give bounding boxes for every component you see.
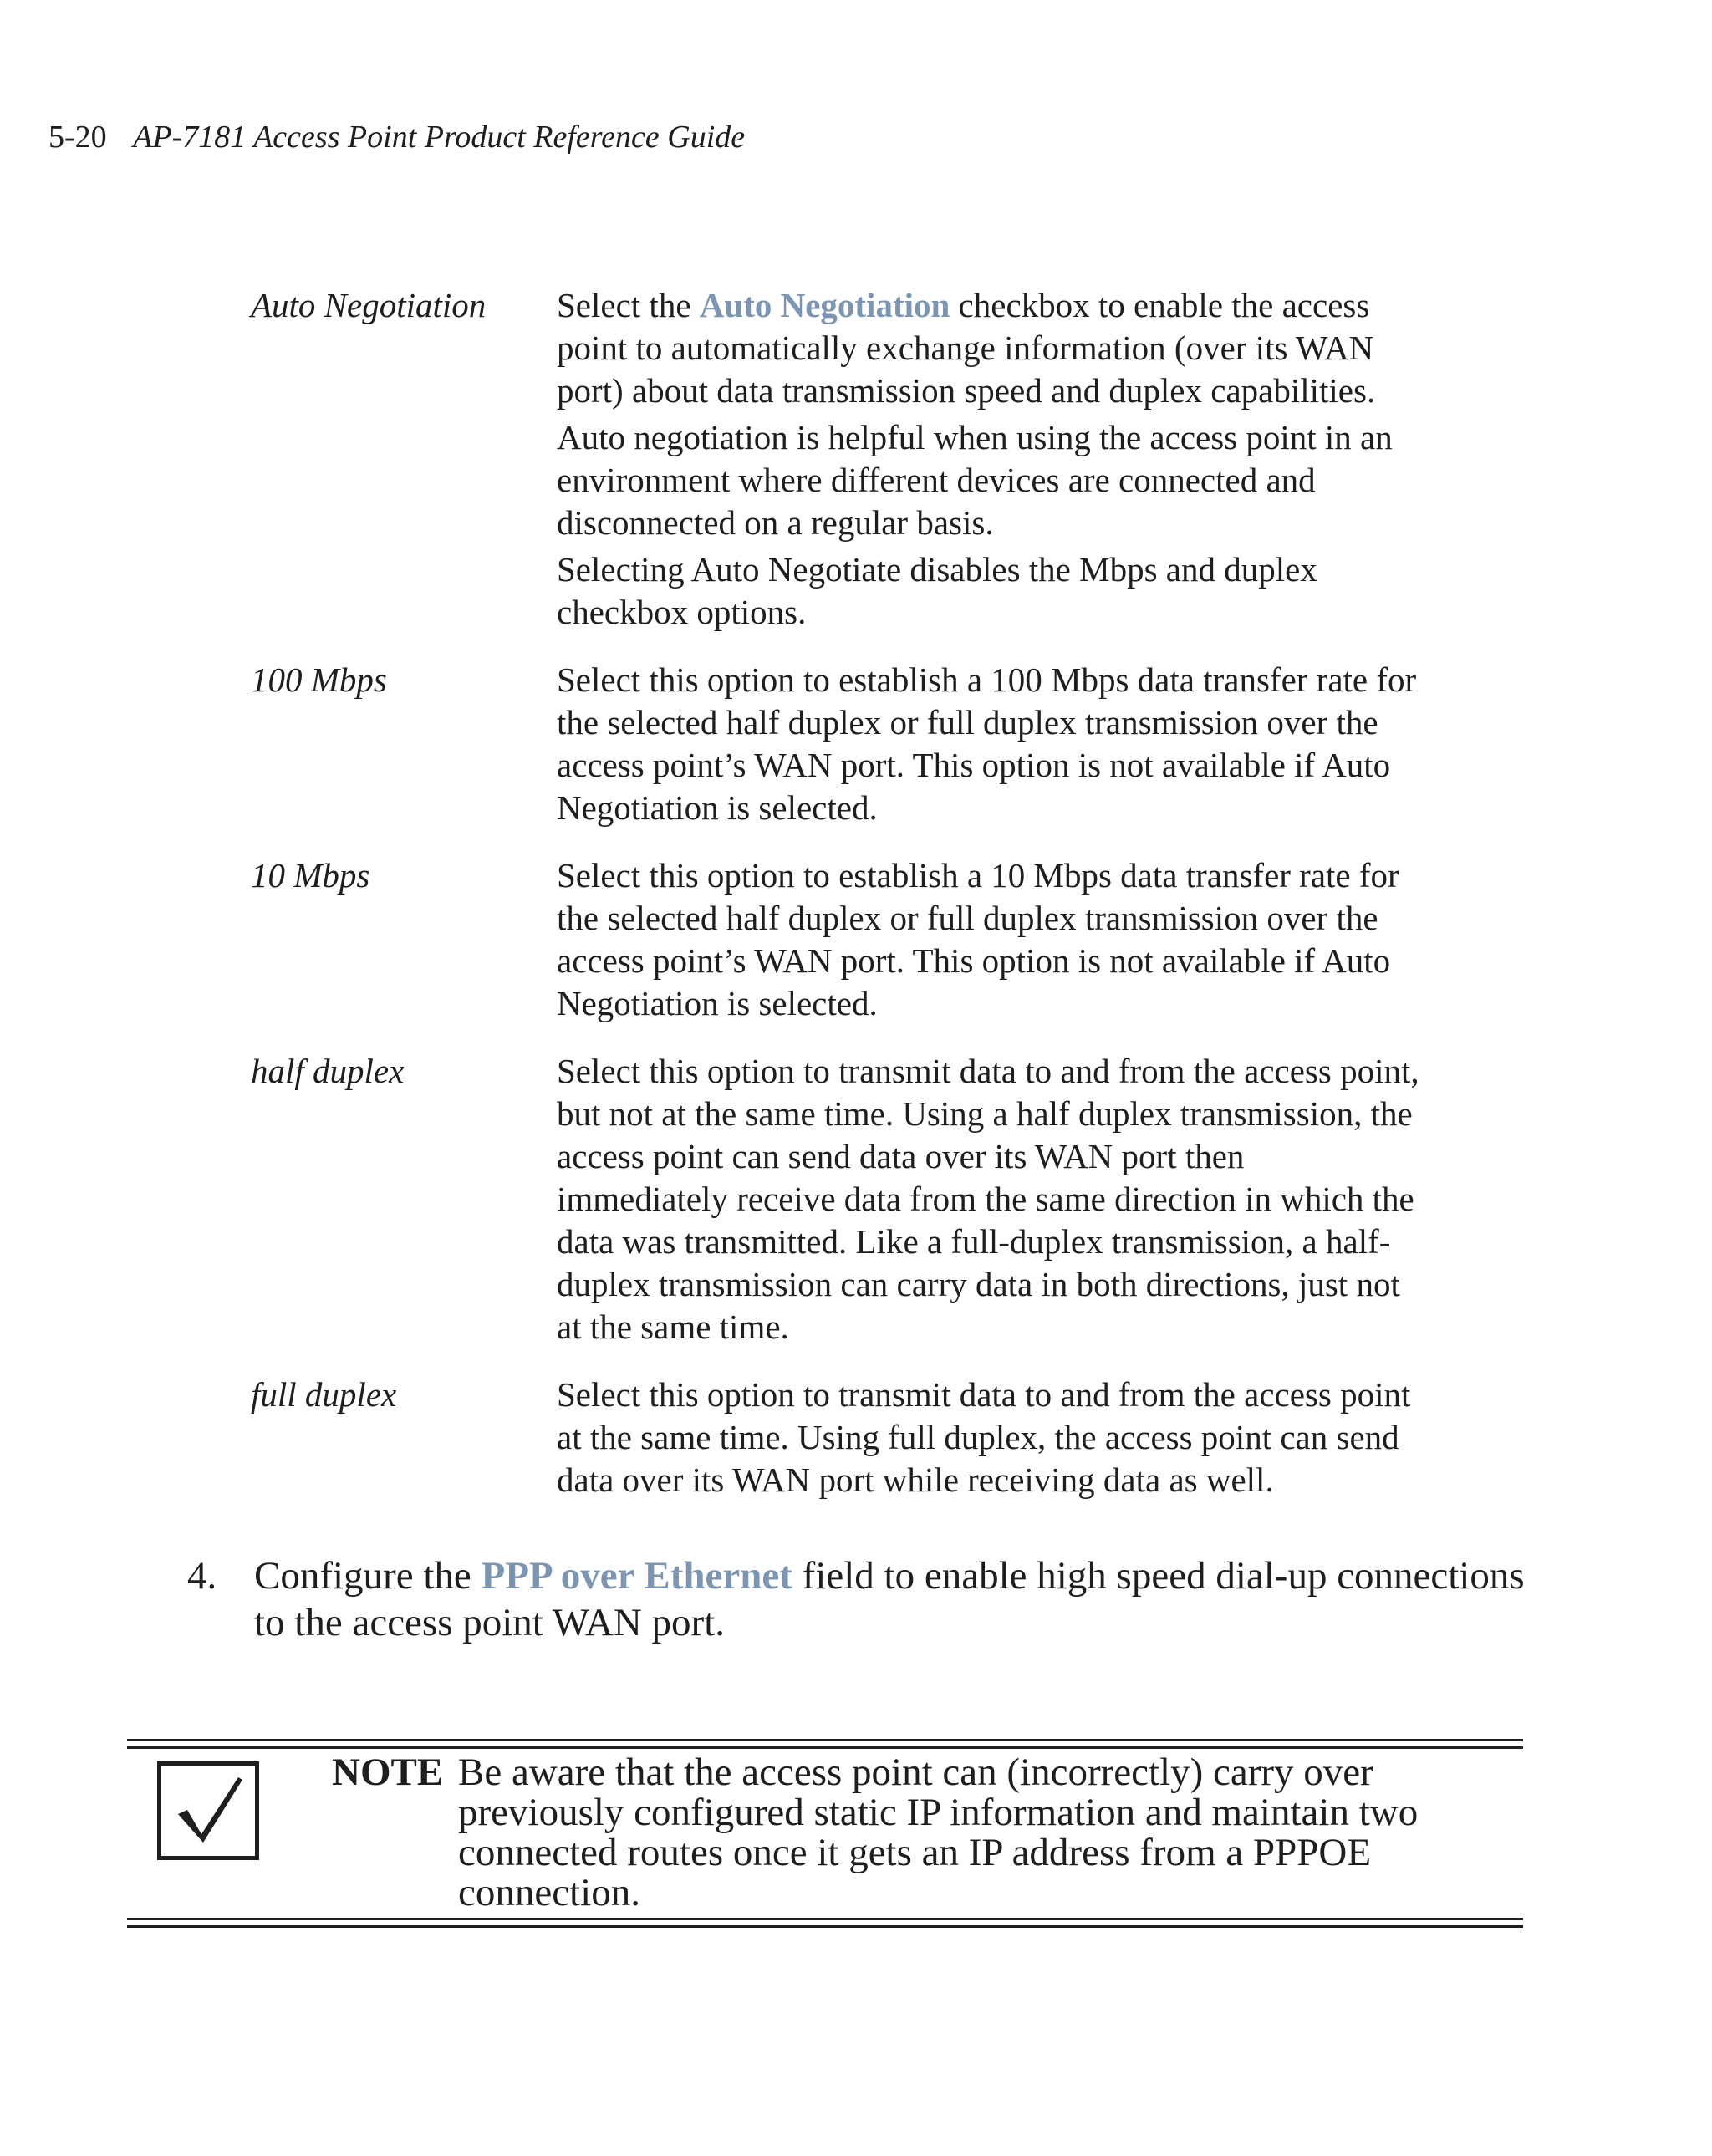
definition-row-10-mbps	[251, 854, 1421, 1029]
procedure-step-4	[187, 1552, 1541, 1646]
step-text	[254, 1552, 1541, 1646]
note-bottom-rule-inner	[127, 1918, 1523, 1920]
note-top-rule-inner	[127, 1746, 1523, 1749]
definition-paragraph: Selecting Auto Negotiate disables the Mbps and duplex checkbox options.	[557, 550, 1317, 631]
definition-paragraph: Select this option to transmit data to and from the access point at the same time. Using full duplex, the access point can send data over its WAN port while receiving data as well.	[557, 1375, 1411, 1499]
text-run: Select the	[557, 286, 700, 324]
text-run: Configure the	[254, 1554, 482, 1598]
definition-term: 10 Mbps	[251, 856, 370, 895]
definition-term: full duplex	[251, 1375, 397, 1414]
definition-description	[557, 854, 1421, 1029]
definition-paragraph: Auto negotiation is helpful when using the access point in an environment where different devices are connected and disconnected on a regular basis.	[557, 418, 1393, 542]
text-run: checkbox to enable the access point to automatically exchange information (over its WAN port) about data transmission speed and duplex capabilities.	[557, 286, 1376, 410]
definition-description	[557, 1050, 1421, 1353]
definition-paragraph: Select this option to transmit data to and from the access point, but not at the same time. Using a half duplex transmission, the access point can send data over its WAN port then immediately receive data from the same direction in which the data was transmitted. Like a full-duplex transmission, a half-duplex transmission can carry data in both directions, just not at the same time.	[557, 1052, 1419, 1346]
checkmark-box-icon	[157, 1761, 259, 1860]
definition-description	[557, 659, 1421, 833]
text-run: field to enable high speed dial-up connections to the access point WAN port.	[254, 1554, 1525, 1644]
definition-table	[251, 284, 1421, 1527]
definition-paragraph	[557, 284, 1421, 412]
note-text: Be aware that the access point can (incorrectly) carry over previously configured static IP information and maintain two connected routes once it gets an IP address from a PPPOE connection.	[458, 1751, 1419, 1914]
auto-negotiation-highlight: Auto Negotiation	[699, 286, 950, 324]
definition-term: half duplex	[251, 1052, 405, 1090]
definition-term: 100 Mbps	[251, 660, 387, 699]
definition-paragraph: Select this option to establish a 100 Mbps data transfer rate for the selected half duplex or full duplex transmission over the access point’s WAN port. This option is not available if Auto Negotiation is selected.	[557, 660, 1417, 827]
note-top-rule-outer	[127, 1739, 1523, 1741]
step-number: 4.	[187, 1554, 217, 1598]
note-bottom-rule-outer	[127, 1925, 1523, 1928]
definition-term: Auto Negotiation	[251, 286, 487, 324]
page-header	[48, 117, 745, 157]
ppp-over-ethernet-highlight: PPP over Ethernet	[481, 1554, 792, 1598]
definition-row-half-duplex	[251, 1050, 1421, 1353]
definition-description	[557, 1374, 1421, 1506]
definition-description	[557, 284, 1421, 638]
guide-title: AP-7181 Access Point Product Reference Guide	[133, 120, 746, 155]
definition-row-100-mbps	[251, 659, 1421, 833]
definition-row-auto-negotiation	[251, 284, 1421, 638]
definition-row-full-duplex	[251, 1374, 1421, 1506]
note-label: NOTE	[332, 1751, 444, 1794]
page-number: 5-20	[48, 120, 107, 155]
definition-paragraph: Select this option to establish a 10 Mbps data transfer rate for the selected half duplex or full duplex transmission over the access point’s WAN port. This option is not available if Auto Negotiation is selected.	[557, 856, 1399, 1022]
